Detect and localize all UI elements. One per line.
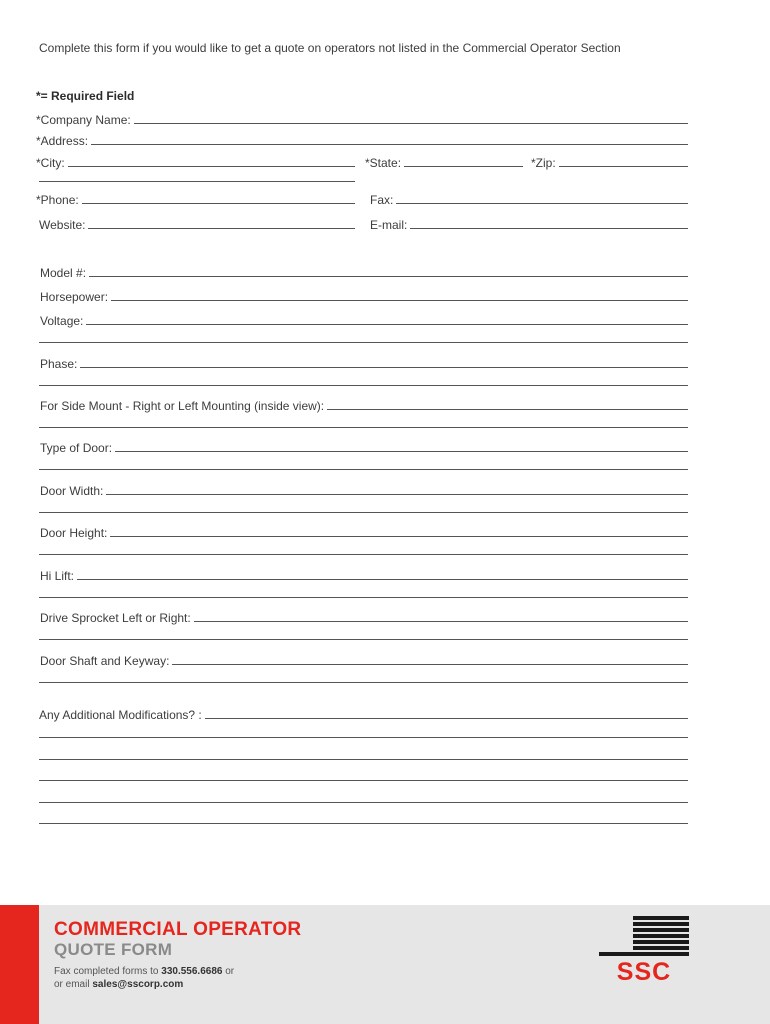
ssc-logo [597,914,691,982]
email-line[interactable] [410,228,688,229]
email-prefix: or email [54,979,93,990]
zip-field[interactable] [531,154,688,170]
drive-sprocket-label: Drive Sprocket Left or Right: [40,611,191,625]
company-name-line[interactable] [134,123,688,124]
modifications-line-2[interactable] [39,737,688,738]
horsepower-label: Horsepower: [40,290,109,304]
modifications-line-5[interactable] [39,802,688,803]
address-line[interactable] [91,144,688,145]
phone-line[interactable] [82,203,355,204]
footer-title-line1: COMMERCIAL OPERATOR [54,919,302,940]
email-field[interactable] [370,216,688,232]
city-continuation-line[interactable] [39,181,355,182]
footer-fax-note [54,966,234,977]
model-line[interactable] [89,276,688,277]
drive-sprocket-line[interactable] [194,621,688,622]
state-field[interactable] [365,154,523,170]
fax-label: Fax: [370,193,394,207]
address-field[interactable] [36,132,688,148]
footer-red-accent [0,905,39,1024]
email-label: E-mail: [370,218,408,232]
logo-stripes [599,916,689,956]
company-name-label: *Company Name: [36,113,131,127]
door-height-label: Door Height: [40,526,108,540]
state-label: *State: [365,156,402,170]
website-label: Website: [39,218,86,232]
model-field[interactable] [40,264,688,280]
voltage-label: Voltage: [40,314,84,328]
horsepower-line[interactable] [111,300,688,301]
modifications-line-4[interactable] [39,780,688,781]
door-width-line[interactable] [106,494,688,495]
footer-email-note [54,979,183,990]
phase-field[interactable] [40,355,688,371]
phase-continuation-line[interactable] [39,385,688,386]
fax-prefix: Fax completed forms to [54,966,162,977]
zip-label: *Zip: [531,156,556,170]
hi-lift-label: Hi Lift: [40,569,75,583]
address-label: *Address: [36,134,89,148]
hi-lift-continuation-line[interactable] [39,597,688,598]
hi-lift-line[interactable] [77,579,688,580]
modifications-label: Any Additional Modifications? : [39,708,202,722]
door-width-label: Door Width: [40,484,104,498]
voltage-continuation-line[interactable] [39,342,688,343]
phone-field[interactable] [36,191,355,207]
website-line[interactable] [88,228,355,229]
zip-line[interactable] [559,166,688,167]
type-of-door-field[interactable] [40,439,688,455]
fax-line[interactable] [396,203,688,204]
modifications-line-6[interactable] [39,823,688,824]
city-label: *City: [36,156,65,170]
logo-text: SSC [616,958,672,982]
door-shaft-continuation-line[interactable] [39,682,688,683]
footer-email-link[interactable]: sales@sscorp.com [92,979,184,990]
modifications-line-3[interactable] [39,759,688,760]
type-of-door-line[interactable] [115,451,688,452]
fax-number: 330.556.6686 [161,966,223,977]
fax-field[interactable] [370,191,688,207]
drive-sprocket-field[interactable] [40,609,688,625]
side-mount-label: For Side Mount - Right or Left Mounting (inside view): [40,399,325,413]
side-mount-continuation-line[interactable] [39,427,688,428]
door-shaft-label: Door Shaft and Keyway: [40,654,170,668]
door-height-continuation-line[interactable] [39,554,688,555]
door-height-line[interactable] [110,536,688,537]
side-mount-line[interactable] [327,409,688,410]
website-field[interactable] [39,216,355,232]
phase-label: Phase: [40,357,78,371]
modifications-line[interactable] [205,718,688,719]
company-name-field[interactable] [36,111,688,127]
state-line[interactable] [404,166,523,167]
model-label: Model #: [40,266,87,280]
door-height-field[interactable] [40,524,688,540]
city-field[interactable] [36,154,355,170]
modifications-field[interactable] [39,706,688,722]
city-line[interactable] [68,166,355,167]
type-of-door-continuation-line[interactable] [39,469,688,470]
door-width-field[interactable] [40,482,688,498]
phase-line[interactable] [80,367,688,368]
drive-sprocket-continuation-line[interactable] [39,639,688,640]
side-mount-field[interactable] [40,397,688,413]
type-of-door-label: Type of Door: [40,441,113,455]
voltage-field[interactable] [40,312,688,328]
phone-label: *Phone: [36,193,79,207]
door-width-continuation-line[interactable] [39,512,688,513]
hi-lift-field[interactable] [40,567,688,583]
horsepower-field[interactable] [40,288,688,304]
fax-suffix: or [222,966,235,977]
footer-title-line2: QUOTE FORM [54,940,173,959]
door-shaft-field[interactable] [40,652,688,668]
door-shaft-line[interactable] [172,664,688,665]
required-field-note: *= Required Field [36,89,135,103]
form-intro: Complete this form if you would like to get a quote on operators not listed in the Commercial Operator Section [39,41,621,55]
voltage-line[interactable] [86,324,688,325]
